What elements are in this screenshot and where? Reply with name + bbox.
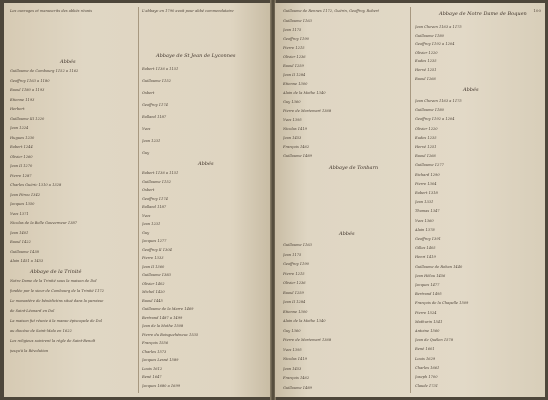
list-item: jusqu'à la Révolution — [10, 349, 49, 353]
list-item: Guy — [142, 151, 150, 155]
section-heading: Abbaye de Notre Dame de Boquen — [439, 11, 527, 17]
list-item: Jean Cheven 1163 a 1175 — [415, 99, 462, 103]
list-item: La maison fut réunie à la manse épiscopale de Dol — [10, 319, 102, 323]
list-item: Robert 1318 — [415, 191, 438, 195]
list-item: Notre Dame de la Trinité sous la maison de Dol — [10, 279, 97, 283]
list-item: Yves 1395 — [283, 347, 302, 352]
list-item: Guillaume 1383 — [142, 273, 171, 277]
list-item: Jean Pérou 1342 — [10, 192, 41, 197]
list-item: Guillaume 1163 — [283, 19, 312, 23]
list-item: Raoul 1445 — [142, 298, 163, 303]
list-item: Nicolas 1419 — [283, 357, 307, 361]
list-item: Olivier 1220 — [415, 50, 438, 55]
section-heading: Abbés — [60, 59, 76, 65]
list-item: Les religieux suivirent la règle de Saint-Benoît — [10, 339, 96, 343]
list-item: Antoine 1560 — [415, 329, 440, 333]
list-item: Robert 1244 — [10, 145, 33, 149]
list-item: Geoffroy 1174 — [142, 196, 168, 201]
list-item: Pierre 1215 — [283, 271, 305, 276]
right-column-1 — [283, 7, 407, 393]
left-page — [4, 3, 271, 397]
list-item: Alain 1378 — [415, 227, 435, 232]
list-item: Raoul 1180 a 1193 — [10, 88, 45, 92]
list-item: Jean 1453 — [283, 366, 302, 371]
list-item: Hervé 1251 — [415, 145, 437, 149]
list-item: Gilles 1405 — [415, 246, 436, 251]
right-page — [275, 3, 545, 397]
list-item: Eudes 1235 — [415, 59, 437, 64]
list-item: de Saint-Léonard en Dol — [10, 309, 55, 313]
list-item: Olivier 1236 — [283, 281, 306, 285]
list-item: Yves — [142, 213, 151, 218]
list-item: Mathurin 1541 — [415, 319, 443, 324]
list-item: Jacques 1680 a 1699 — [142, 383, 181, 388]
list-item: François de la Chapelle 1509 — [415, 301, 469, 306]
list-item: Raoul 1266 — [415, 76, 436, 81]
list-item: Pierre de Mortemart 1368 — [283, 109, 332, 113]
list-item: Pierre 1524 — [415, 310, 437, 315]
list-item: Jean de Quélen 1578 — [415, 338, 454, 343]
list-item: Jean Cheven 1163 a 1175 — [415, 25, 462, 29]
list-item: Richard 1290 — [415, 172, 440, 177]
list-item: Raoul 1259 — [283, 290, 304, 295]
list-item: fondée par le sieur de Combourg de la Trinité 1172 — [10, 289, 104, 293]
list-item: Guillaume 1277 — [415, 163, 444, 168]
list-item: Guy — [142, 230, 150, 235]
list-item: Rolland 1187 — [142, 205, 167, 209]
list-item: Guillaume III 1220 — [10, 116, 45, 121]
list-item: Bertrand 1487 a 1499 — [142, 315, 183, 320]
left-column-2 — [142, 7, 268, 393]
list-item: Guillaume de Rohan 1440 — [415, 264, 463, 269]
list-item: Alain de la Mothe 1340 — [283, 91, 326, 95]
list-item: Jean 1231 — [142, 222, 161, 226]
left-column-1 — [10, 7, 134, 393]
list-item: Alain de la Mothe 1340 — [283, 319, 326, 323]
list-item: Étienne 1300 — [283, 309, 308, 314]
list-item: Raoul 1266 — [415, 154, 436, 159]
list-item: Guillaume de la Marre 1469 — [142, 307, 194, 311]
list-item: Jean de la Mothe 1508 — [142, 324, 184, 328]
list-item: Geoffroy 1192 a 1204 — [415, 42, 455, 47]
list-item: Étienne 1193 — [10, 97, 35, 102]
list-item: Rolland 1187 — [142, 115, 167, 119]
list-item: Jean Hélou 1456 — [415, 273, 446, 278]
list-item: Guillaume 1163 — [283, 243, 312, 247]
list-item: Robert 1136 a 1151 — [142, 67, 179, 71]
list-item: Henri 1419 — [415, 255, 436, 260]
list-item: Olivier 1260 — [10, 154, 33, 159]
list-item: Osbert — [142, 91, 155, 95]
list-item: Guillaume 1152 — [142, 79, 171, 83]
list-item: Raoul 1422 — [10, 240, 31, 244]
list-item: Raoul 1259 — [283, 64, 304, 68]
list-item: Michel 1420 — [142, 290, 165, 294]
list-item: Pierre 1287 — [10, 173, 32, 178]
list-item: Jean 1224 — [10, 126, 29, 130]
list-item: Yves — [142, 127, 151, 131]
list-item: Jacques 1277 — [142, 239, 167, 243]
intro-text: L'abbaye en 1790 avait pour abbé commendataire — [142, 9, 234, 13]
section-heading: Abbés — [463, 87, 479, 93]
list-item: Jacques 1350 — [10, 202, 35, 206]
list-item: Geoffroy II 1304 — [142, 247, 172, 252]
list-item: Nicolas de la Belle Gouverneur 1387 — [10, 221, 78, 225]
list-item: Geoffroy 1190 — [283, 262, 309, 266]
list-item: Jean 1231 — [142, 139, 161, 143]
list-item: Charles 1573 — [142, 349, 167, 354]
list-item: Geoffroy 1163 a 1180 — [10, 78, 50, 83]
list-item: Pierre 1333 — [142, 256, 164, 260]
list-item: Osbert — [142, 188, 155, 192]
column-divider — [138, 7, 139, 393]
list-item: Hugues 1230 — [10, 135, 35, 140]
list-item: Pierre de Mortemart 1368 — [283, 338, 332, 342]
list-item: Charles Guéric 1310 a 1328 — [10, 183, 62, 187]
list-item: Jean II 1284 — [283, 300, 306, 304]
intro-text: Les ouvrages et manuscrits des abbés réunis — [10, 9, 93, 13]
section-heading: Abbés — [198, 161, 214, 167]
list-item: Jean II 1270 — [10, 164, 33, 168]
list-item: Yves 1371 — [10, 211, 29, 216]
list-item: Étienne 1300 — [283, 82, 308, 86]
list-item: Yves 1395 — [283, 118, 302, 122]
list-item: au diocèse de Saint-Malo en 1622 — [10, 329, 72, 333]
list-item: Le monastère de bénédictins situé dans la paroisse — [10, 299, 104, 303]
list-item: Nicolas 1419 — [283, 127, 307, 131]
list-item: François 1462 — [283, 145, 310, 149]
list-item: Guillaume 1180 — [415, 108, 444, 113]
list-item: Eudes 1235 — [415, 135, 437, 140]
list-item: Olivier 1220 — [415, 126, 438, 131]
list-item: Guy 1360 — [283, 328, 301, 333]
list-item: Jean II 1360 — [142, 264, 165, 269]
right-column-2 — [415, 7, 537, 393]
column-divider — [410, 7, 411, 393]
list-item: Jean 1175 — [283, 28, 302, 32]
section-heading: Abbés — [339, 231, 355, 237]
list-item: Robert 1136 a 1151 — [142, 171, 179, 175]
list-item: François 1462 — [283, 376, 310, 380]
list-item: Jean 1401 — [10, 230, 29, 235]
intro-text: Guillaume de Rennes 1172, Guérin, Geoffroy, Robert — [283, 9, 380, 13]
list-item: Louis 1629 — [415, 356, 436, 361]
list-item: Jacques Lesné 1589 — [142, 358, 179, 362]
list-item: Jacques 1477 — [415, 283, 440, 287]
list-item: René 1601 — [415, 347, 435, 352]
section-heading: Abbaye de la Trinité — [30, 269, 82, 275]
list-item: Joseph 1700 — [415, 375, 438, 379]
list-item: Louis 1612 — [142, 366, 163, 371]
list-item: Guillaume 1489 — [283, 154, 312, 158]
section-heading: Abbaye de Tonbarn — [329, 165, 379, 171]
list-item: Guillaume 1438 — [10, 249, 39, 254]
list-item: Olivier 1402 — [142, 281, 165, 286]
list-item: Jean 1331 — [415, 200, 434, 205]
list-item: Alain 1451 a 1453 — [10, 259, 44, 263]
list-item: Thomas 1347 — [415, 209, 440, 214]
list-item: Jean II 1284 — [283, 73, 306, 77]
list-item: Geoffroy 1174 — [142, 103, 168, 107]
list-item: Jean 1453 — [283, 136, 302, 140]
list-item: Geoffroy 1192 a 1204 — [415, 117, 455, 122]
list-item: Herbert — [10, 107, 25, 111]
list-item: Olivier 1236 — [283, 55, 306, 59]
list-item: Guillaume 1152 — [142, 179, 171, 184]
list-item: Guillaume de Combourg 1152 a 1162 — [10, 69, 79, 73]
list-item: Charles 1661 — [415, 365, 440, 370]
list-item: Geoffroy 1391 — [415, 237, 441, 241]
list-item: Pierre du Boisguehéneuc 1535 — [142, 332, 199, 337]
list-item: Jean 1175 — [283, 252, 302, 257]
list-item: Bertrand 1495 — [415, 292, 442, 297]
list-item: Guillaume 1489 — [283, 385, 312, 390]
list-item: Pierre 1304 — [415, 181, 437, 186]
list-item: Geoffroy 1190 — [283, 37, 309, 41]
page-number: 100 — [533, 8, 541, 13]
list-item: Claude 1731 — [415, 384, 439, 389]
section-heading: Abbaye de St Jean de Lyconnes — [156, 53, 236, 59]
list-item: Yves 1360 — [415, 218, 434, 223]
list-item: René 1647 — [142, 375, 162, 379]
list-item: Hervé 1251 — [415, 68, 437, 72]
list-item: François 1556 — [142, 341, 169, 345]
list-item: Guillaume 1180 — [415, 33, 444, 38]
list-item: Pierre 1215 — [283, 46, 305, 50]
list-item: Guy 1360 — [283, 100, 301, 104]
